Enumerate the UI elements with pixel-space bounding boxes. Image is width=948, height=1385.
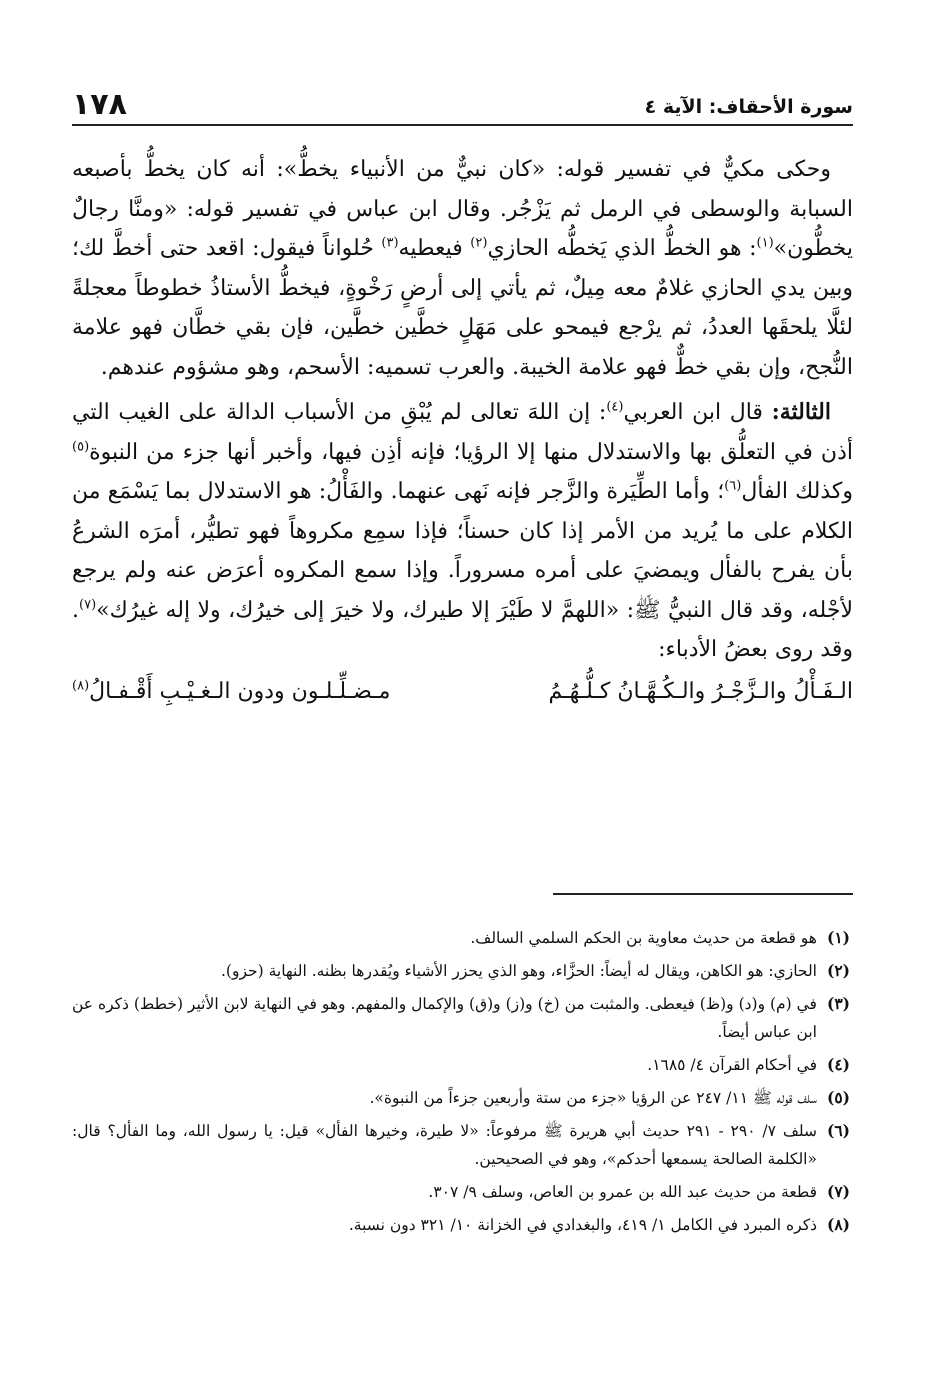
footnote-number: (١) bbox=[826, 928, 850, 947]
paragraph-2-text-d: ؛ وأما الطِّيَرة والزَّجر فإنه نَهى عنهما. والفَأْلُ: هو الاستدلال بما يَسْمَع من الكلام على ما يُريد من الأمر إذا كان حسناً؛ فإذا سمِع مكروهاً فهو تطيُّر، أمرَه الشرعُ بأن يفرح بالفأل ويمضيَ على أمره مسروراً. وإذا سمع المكروه أعرَض عنه ولم يرجع لأجْله، وقد قال النبيُّ ﷺ: «اللهمَّ لا طَيْرَ إلا طيرك، ولا خيرَ إلى خيرُك، ولا إله غيرُك» bbox=[72, 479, 853, 623]
verse-second-hemistich bbox=[72, 672, 390, 712]
footnote-number: (٧) bbox=[826, 1182, 850, 1201]
paragraph-1 bbox=[72, 150, 853, 387]
footnote-text: في (م) و(د) و(ظ) فيعطى. والمثبت من (خ) و(ز) و(ق) والإكمال والمفهم. وهو في النهاية لابن الأثير (خطط) ذكره عن ابن عباس أيضاً. bbox=[72, 995, 817, 1041]
footnote-number: (٣) bbox=[826, 994, 850, 1013]
main-text bbox=[72, 150, 853, 712]
verse-second-hemistich-text: مـضـلِّـلـون ودون الـغـيْـبِ أَقْـفـالُ bbox=[89, 678, 391, 704]
footnote-item bbox=[72, 1117, 850, 1173]
poetry-verse bbox=[72, 672, 853, 712]
footnote-ref-7: (٧) bbox=[79, 597, 97, 613]
footnote-item bbox=[72, 1178, 850, 1206]
footnote-text: هو قطعة من حديث معاوية بن الحكم السلمي السالف. bbox=[470, 929, 817, 947]
paragraph-2 bbox=[72, 393, 853, 670]
footnote-item bbox=[72, 1051, 850, 1079]
footnote-ref-8: (٨) bbox=[72, 678, 90, 694]
footnote-ref-4: (٤) bbox=[606, 399, 624, 415]
footnote-item bbox=[72, 1211, 850, 1239]
page-header bbox=[72, 78, 853, 126]
footnote-ref-5: (٥) bbox=[72, 439, 90, 455]
paragraph-2-text-c: وكذلك الفأل bbox=[741, 479, 854, 504]
footnote-ref-6: (٦) bbox=[724, 478, 742, 494]
paragraph-1-text-a: وحكى مكيٌّ في تفسير قوله: «كان نبيٌّ من الأنبياء يخطُّ»: أنه كان يخطُّ بأصبعه السبابة والوسطى في الرمل ثم يَزْجُر. وقال ابن عباس في تفسير قوله: «ومنَّا رجالٌ يخطُّون» bbox=[72, 157, 854, 261]
footnote-number: (٤) bbox=[826, 1055, 850, 1074]
footnote-item bbox=[72, 1084, 850, 1112]
footnote-text: ذكره المبرد في الكامل ١/ ٤١٩، والبغدادي في الخزانة ١٠/ ٣٢١ دون نسبة. bbox=[348, 1216, 817, 1234]
footnote-number: (٢) bbox=[826, 961, 850, 980]
footnote-text: الحازي: هو الكاهن، ويقال له أيضاً: الحزَّاء، وهو الذي يحزر الأشياء ويُقدرها بظنه. النهاية (حزو). bbox=[221, 962, 817, 980]
paragraph-1-text-d: حُلواناً فيقول: اقعد حتى أخطَّ لك؛ وبين يدي الحازي غلامٌ معه مِيلٌ، ثم يأتي إلى أرضٍ رَخْوةٍ، فيخطُّ الأستاذُ خطوطاً معجلةً لئلَّا يلحقَها العددُ، ثم يرْجع فيمحو على مَهَلٍ خطَّين خطَّين، فإن بقي خطَّان فهو علامة النُّجح، وإن بقي خطٌّ فهو علامة الخيبة. والعرب تسميه: الأسحم، وهو مشؤوم عندهم. bbox=[72, 236, 853, 380]
paragraph-1-text-b: : هو الخطُّ الذي يَخطُّه الحازي bbox=[487, 236, 757, 261]
footnote-ref-1: (١) bbox=[756, 235, 774, 251]
footnote-number: (٦) bbox=[826, 1121, 850, 1140]
footnote-ref-2: (٢) bbox=[470, 235, 488, 251]
footnote-item bbox=[72, 990, 850, 1046]
footnote-number: (٥) bbox=[826, 1088, 850, 1107]
paragraph-2-text-b: : إن اللهَ تعالى لم يُبْقِ من الأسباب الدالة على الغيب التي أذن في التعلُّق بها والاستدلال منها إلا الرؤيا؛ فإنه أذِن فيها، وأخبر أنها جزء من النبوة bbox=[72, 400, 853, 465]
footnote-number: (٨) bbox=[826, 1215, 850, 1234]
footnotes-list bbox=[72, 924, 850, 1244]
verse-first-hemistich: الـفَـأْلُ والـزَّجْـرُ والـكُـهَّـانُ كـلُّـهُـمُ bbox=[548, 678, 853, 704]
footnote-text: سلف قوله ﷺ ١١/ ٢٤٧ عن الرؤيا «جزء من ستة وأربعين جزءاً من النبوة». bbox=[369, 1089, 817, 1107]
footnote-item bbox=[72, 924, 850, 952]
paragraph-2-text-a: قال ابن العربي bbox=[623, 400, 772, 425]
footnote-text: قطعة من حديث عبد الله بن عمرو بن العاص، وسلف ٩/ ٣٠٧. bbox=[428, 1183, 817, 1201]
section-lead-word: الثالثة: bbox=[771, 399, 831, 425]
footnote-item bbox=[72, 957, 850, 985]
footnote-ref-3: (٣) bbox=[381, 235, 399, 251]
footnote-text: سلف ٧/ ٢٩٠ - ٢٩١ حديث أبي هريرة ﷺ مرفوعاً: «لا طيرة، وخيرها الفأل» قيل: يا رسول الله، وما الفأل؟ قال: «الكلمة الصالحة يسمعها أحدكم»، وهو في الصحيحين. bbox=[72, 1122, 817, 1168]
running-title: سورة الأحقاف: الآية ٤ bbox=[644, 96, 853, 118]
paragraph-1-text-c: فيعطيه bbox=[398, 236, 471, 261]
footnote-text: في أحكام القرآن ٤/ ١٦٨٥. bbox=[647, 1056, 817, 1074]
page-number: ١٧٨ bbox=[72, 87, 127, 122]
footnote-divider bbox=[553, 893, 853, 895]
paragraph-2-text-e: . وقد روى بعضُ الأدباء: bbox=[72, 597, 853, 662]
